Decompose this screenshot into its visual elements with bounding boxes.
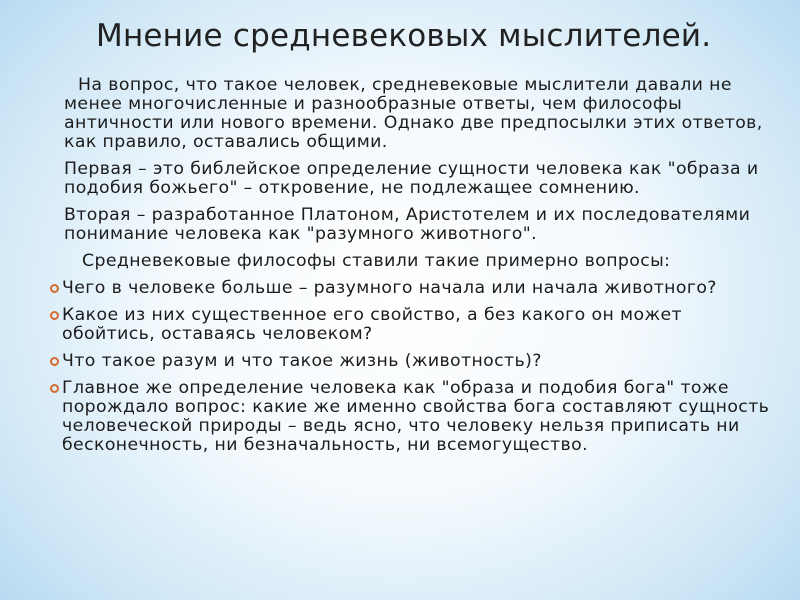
slide-title: Мнение средневековых мыслителей. xyxy=(96,18,712,54)
slide-body xyxy=(48,76,778,463)
intro-paragraph: На вопрос, что такое человек, средневековые мыслители давали не менее многочисленные и разнообразные ответы, чем философы античности или нового времени. Однако две предпосылки этих ответов, как правило, оставались общими. xyxy=(64,75,763,152)
premise-text: Вторая – разработанное Платоном, Аристотелем и их последователями понимание человека как "разумного животного". xyxy=(64,205,751,244)
circle-bullet-icon xyxy=(48,306,62,325)
circle-bullet-icon xyxy=(48,279,62,298)
checkbox-bullet-icon xyxy=(48,206,64,244)
question-text: Главное же определение человека как "образа и подобия бога" тоже порождало вопрос: какие же именно свойства бога составляют сущность человеческой природы – ведь ясно, что человеку нельзя приписать ни бесконечность, ни безначальность, ни всемогущество. xyxy=(62,378,770,455)
checkbox-bullet-icon xyxy=(48,160,64,198)
circle-bullet-icon xyxy=(48,379,62,398)
premise-first xyxy=(48,160,778,198)
question-text: Чего в человеке больше – разумного начала или начала животного? xyxy=(62,278,717,298)
premise-second xyxy=(48,206,778,244)
premise-text: Первая – это библейское определение сущности человека как "образа и подобия божьего" – откровение, не подлежащее сомнению. xyxy=(64,159,759,198)
circle-bullet-icon xyxy=(48,352,62,371)
question-item xyxy=(48,352,778,371)
question-text: Что такое разум и что такое жизнь (животность)? xyxy=(62,351,542,371)
questions-intro: Средневековые философы ставили такие примерно вопросы: xyxy=(82,251,671,271)
question-text: Какое из них существенное его свойство, а без какого он может обойтись, оставаясь человеком? xyxy=(62,305,682,344)
question-item xyxy=(48,279,778,298)
question-item xyxy=(48,379,778,455)
question-item xyxy=(48,306,778,344)
